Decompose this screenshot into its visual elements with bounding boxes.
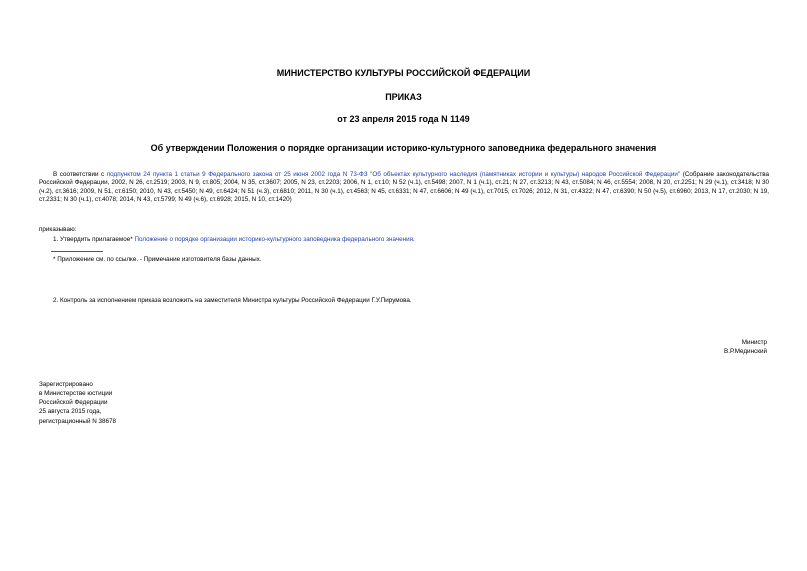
preamble-rest: (Собрание законодательства Российской Федерации, 2002, N 26, ст.2519; 2003, N 9, ст.805; 2004, N 35, ст.3607; 2005, N 23, ст.2203; 2006, N 1, ст.10; N 52 (ч.1), ст.5498; 2007, N 1 (ч.1), ст.21; N 27, ст.3213; N 43, ст.5084; N 46, ст.5554; 2008, N 20, ст.2251; N 29 (ч.1), ст.3418; N 30 (ч.2), ст.3616; 2009, N 51, ст.6150; 2010, N 43, ст.5450; N 49, ст.6424; N 51 (ч.3), ст.6810; 2011, N 30 (ч.1), ст.4563; N 45, ст.6331; N 47, ст.6606; N 49 (ч.1), ст.7015, ст.7026; 2012, N 31, ст.4322; N 47, ст.6390; N 50 (ч.5), ст.6960; 2013, N 17, ст.2030; N 19, ст.2331; N 30 (ч.1), ст.4078; 2014, N 43, ст.5799; N 49 (ч.6), ст.6928; 2015, N 10, ст.1420) (39, 171, 770, 204)
federal-law-link[interactable]: подпунктом 24 пункта 1 статьи 9 Федерального закона от 25 июня 2002 года N 73-ФЗ "Об объектах культурного наследия (памятниках истории и культуры) народов Российской Федерации" (106, 171, 681, 178)
registration-block (39, 380, 116, 426)
doc-type-heading: ПРИКАЗ (385, 92, 422, 102)
preamble-paragraph (39, 171, 769, 204)
order-item-2: 2. Контроль за исполнением приказа возложить на заместителя Министра культуры Российской Федерации Г.У.Пирумова. (53, 297, 412, 304)
ministry-heading: МИНИСТЕРСТВО КУЛЬТУРЫ РОССИЙСКОЙ ФЕДЕРАЦИИ (276, 68, 531, 78)
registration-line-2: в Министерстве юстиции (39, 390, 113, 398)
signature-position: Министр (741, 339, 767, 346)
order-word: приказываю: (39, 226, 77, 233)
registration-line-4: 25 августа 2015 года, (39, 408, 102, 416)
regulation-link[interactable]: Положение о порядке организации историко-культурного заповедника федерального значения (134, 236, 414, 243)
date-number-heading: от 23 апреля 2015 года N 1149 (337, 114, 470, 124)
order-item-1-suffix: . (413, 236, 415, 243)
footnote-divider (51, 251, 103, 252)
order-item-1 (53, 236, 415, 245)
registration-line-1: Зарегистрировано (39, 381, 93, 388)
signature-block (724, 339, 767, 357)
signature-name: В.Р.Мединский (724, 347, 767, 355)
registration-line-3: Российской Федерации (39, 399, 108, 407)
order-item-1-prefix: 1. Утвердить прилагаемое* (53, 236, 135, 243)
document-title: Об утверждении Положения о порядке организации историко-культурного заповедника федерального значения (150, 143, 657, 153)
preamble-lead: В соответствии с (53, 171, 107, 178)
registration-line-5: регистрационный N 38678 (39, 417, 117, 425)
footnote-text: * Приложение см. по ссылке. - Примечание изготовителя базы данных. (53, 256, 262, 263)
